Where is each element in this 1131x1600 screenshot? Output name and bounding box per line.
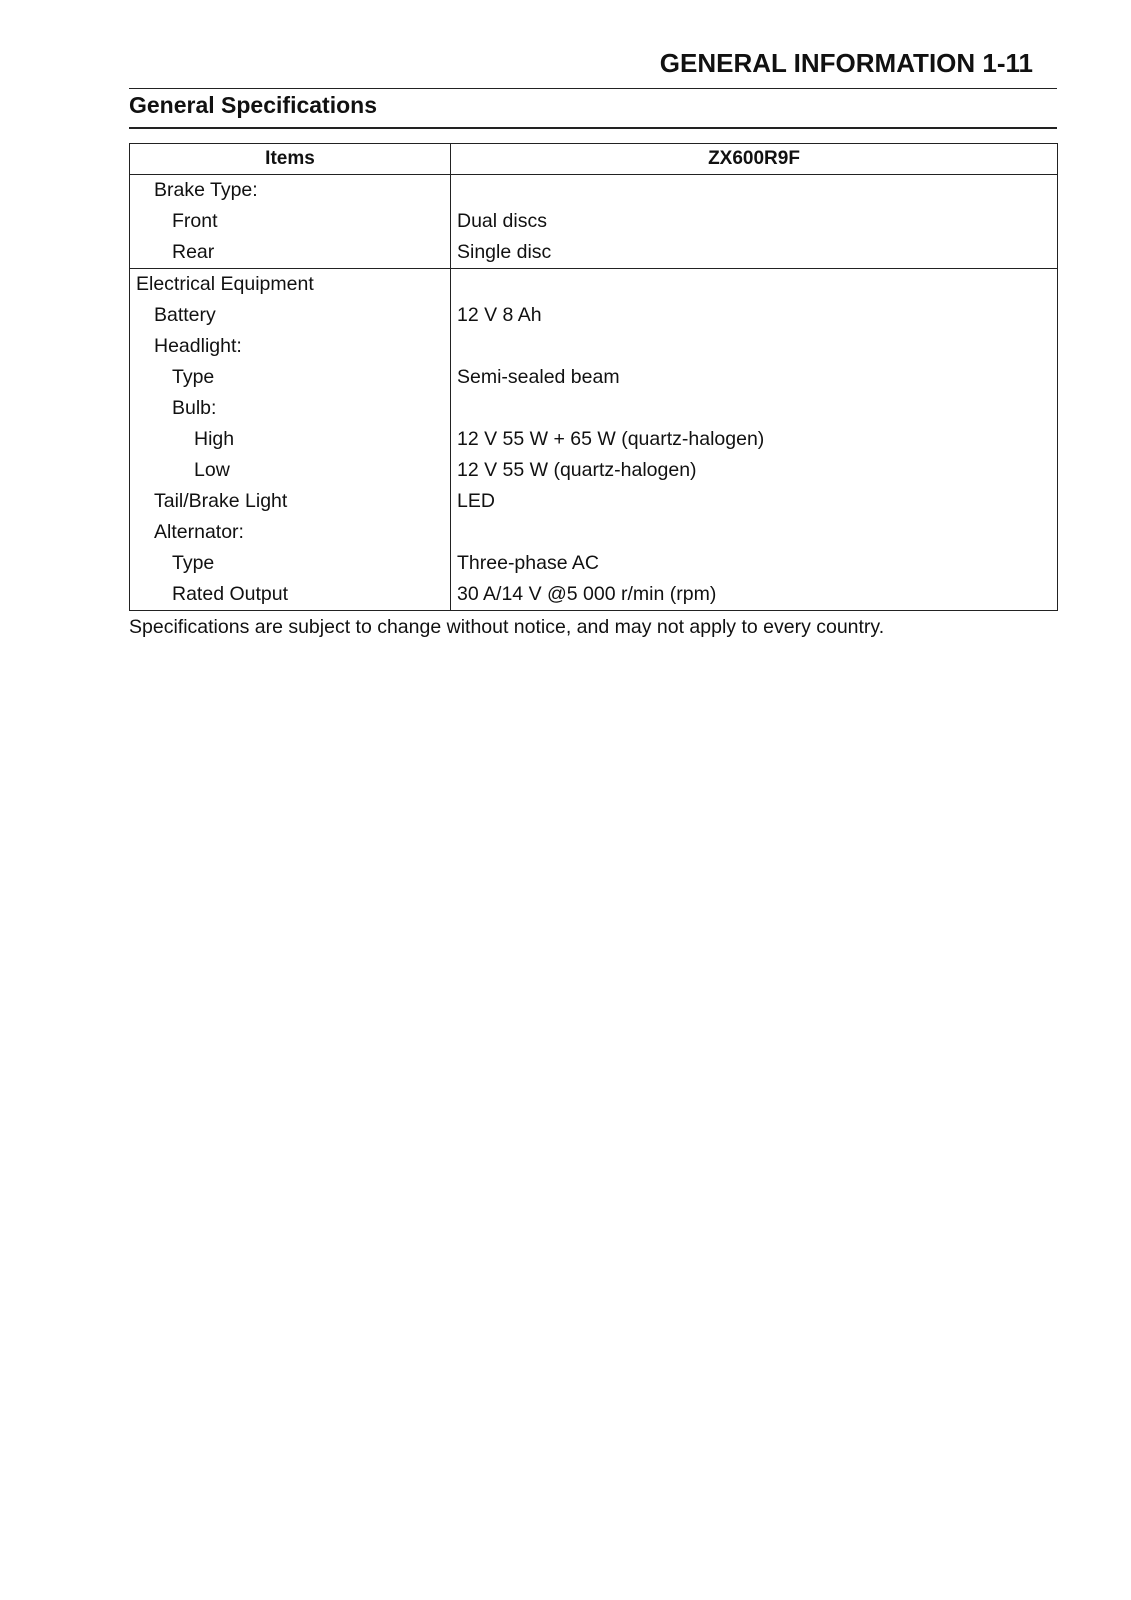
row-value [451, 175, 1058, 207]
row-value [451, 393, 1058, 424]
table-row [130, 300, 1058, 331]
table-row [130, 486, 1058, 517]
table-row [130, 175, 1058, 207]
row-item: Battery [130, 300, 451, 331]
table-row [130, 579, 1058, 611]
row-item: Bulb: [130, 393, 451, 424]
header-divider [129, 88, 1057, 89]
row-value: Three-phase AC [451, 548, 1058, 579]
table-row [130, 206, 1058, 237]
table-row [130, 548, 1058, 579]
table-row [130, 331, 1058, 362]
row-value: Semi-sealed beam [451, 362, 1058, 393]
row-value: 30 A/14 V @5 000 r/min (rpm) [451, 579, 1058, 611]
row-item: Type [130, 548, 451, 579]
row-item: High [130, 424, 451, 455]
table-row-group-heading [130, 269, 1058, 301]
row-value [451, 517, 1058, 548]
footnote: Specifications are subject to change without notice, and may not apply to every country. [129, 616, 885, 638]
row-value: 12 V 55 W (quartz-halogen) [451, 455, 1058, 486]
specifications-table [129, 143, 1058, 611]
row-value: 12 V 8 Ah [451, 300, 1058, 331]
row-item: Rated Output [130, 579, 451, 611]
row-item: Electrical Equipment [130, 269, 451, 301]
section-title: General Specifications [129, 92, 377, 118]
row-item: Alternator: [130, 517, 451, 548]
row-value: Dual discs [451, 206, 1058, 237]
table-header-row [130, 144, 1058, 175]
row-item: Type [130, 362, 451, 393]
row-item: Headlight: [130, 331, 451, 362]
column-header-items: Items [130, 144, 451, 175]
row-value: 12 V 55 W + 65 W (quartz-halogen) [451, 424, 1058, 455]
table-row [130, 393, 1058, 424]
row-item: Tail/Brake Light [130, 486, 451, 517]
section-divider [129, 127, 1057, 129]
row-value [451, 269, 1058, 301]
row-item: Rear [130, 237, 451, 269]
row-value: Single disc [451, 237, 1058, 269]
table-row [130, 517, 1058, 548]
row-value [451, 331, 1058, 362]
table-row [130, 362, 1058, 393]
column-header-model: ZX600R9F [451, 144, 1058, 175]
row-value: LED [451, 486, 1058, 517]
table-row [130, 424, 1058, 455]
row-item: Low [130, 455, 451, 486]
page-header: GENERAL INFORMATION 1-11 [659, 48, 1033, 78]
table-row [130, 455, 1058, 486]
row-item: Brake Type: [130, 175, 451, 207]
table-row [130, 237, 1058, 269]
row-item: Front [130, 206, 451, 237]
